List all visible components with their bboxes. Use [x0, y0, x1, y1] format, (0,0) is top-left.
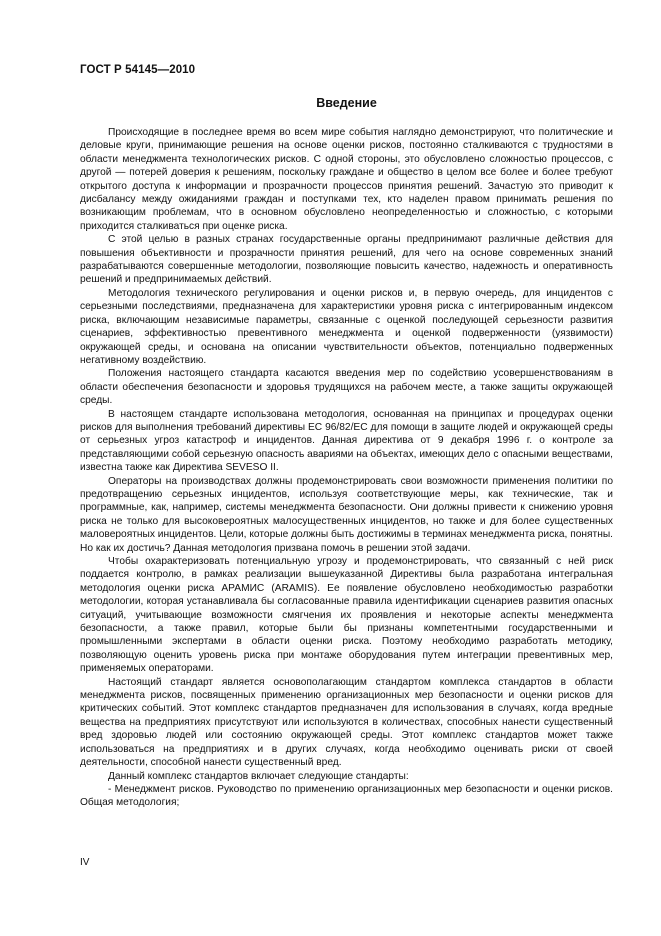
section-title: Введение [316, 96, 377, 110]
paragraph: Операторы на производствах должны продемонстрировать свои возможности применения политики по предотвращению серьезных инцидентов, используя соответствующие меры, как технические, так и программные, как, например, системы менеджмента безопасности. Они должны привести к снижению уровня риска не только для высоковероятных малосущественных инцидентов, но также и для более существенных маловероятных инцидентов. Цели, которые должны быть достижимы в терминах менеджмента риска, понятны. Но как их достичь? Данная методология призвана помочь в решении этой задачи. [80, 475, 613, 554]
paragraph: Данный комплекс стандартов включает следующие стандарты: [108, 770, 409, 782]
body-text [80, 126, 613, 810]
paragraph: С этой целью в разных странах государственные органы предпринимают различные действия для повышения объективности и прозрачности принятия решений, для чего на основе современных знаний разрабатываются совершенные методологии, позволяющие повысить качество, надежность и оперативность решений и предпринимаемых действий. [80, 234, 613, 286]
paragraph: Настоящий стандарт является основополагающим стандартом комплекса стандартов в области менеджмента рисков, посвященных применению организационных мер безопасности и оценки рисков для критических событий. Этот комплекс стандартов предназначен для использования в случаях, когда вредные вещества на предприятиях присутствуют или используются в количествах, способных нанести существенный вред здоровью людей или состоянию окружающей среды. Этот комплекс стандартов может также использоваться на предприятиях и в других случаях, когда необходимо оценивать риски от своей деятельности, способной нанести существенный вред. [80, 676, 613, 769]
paragraph: Происходящие в последнее время во всем мире события наглядно демонстрируют, что политические и деловые круги, принимающие решения на основе оценки рисков, постоянно сталкиваются с трудностями в области менеджмента технологических рисков. С одной стороны, это обусловлено сложностью процессов, с другой — потерей доверия к решениям, поскольку граждане и общество в целом все более и более требуют открытого доступа к информации и прозрачности процессов принятия решений. Зачастую это приводит к дисбалансу между ожиданиями граждан и поступками тех, кто наделен правом принимать решения по возникающим проблемам, что в основном обусловлено неопределенностью и сложностью, с которыми приходится сталкиваться при оценке риска. [80, 127, 613, 232]
list-item: - Менеджмент рисков. Руководство по применению организационных мер безопасности и оценки рисков. Общая методология; [80, 783, 613, 809]
paragraph: Методология технического регулирования и оценки рисков и, в первую очередь, для инцидентов с серьезными последствиями, предназначена для характеристики уровня риска с интегрированным индексом риска, включающим независимые параметры, связанные с оценкой последующей серьезности развития сценариев, эффективностью превентивного менеджмента и оценкой подверженности (уязвимости) окружающей среды, и основана на описании чувствительности объектов, потенциально подверженных негативному воздействию. [80, 287, 613, 366]
paragraph: В настоящем стандарте использована методология, основанная на принципах и процедурах оценки рисков для выполнения требований директивы ЕС 96/82/ЕС для помощи в защите людей и окружающей среды от серьезных угроз катастроф и инцидентов. Данная директива от 9 декабря 1996 г. о контроле за представляющими собой серьезную опасность авариями на объектах, имеющих дело с опасными веществами, известна также как Директива SEVESO II. [80, 408, 613, 474]
page-number: IV [80, 857, 90, 868]
paragraph: Положения настоящего стандарта касаются введения мер по содействию усовершенствованиям в области обеспечения безопасности и здоровья трудящихся на рабочем месте, а также защиты окружающей среды. [80, 368, 613, 407]
document-code: ГОСТ Р 54145—2010 [80, 64, 196, 76]
paragraph: Чтобы охарактеризовать потенциальную угрозу и продемонстрировать, что связанный с ней риск поддается контролю, в рамках реализации вышеуказанной Директивы была разработана интегральная методология оценки риска АРАМИС (ARAMIS). Ее появление обусловлено необходимостью разработки методологии, которая устанавливала бы согласованные правила идентификации сценариев развития опасных ситуаций, учитывающие возможности смягчения их проявления и некоторые аспекты менеджмента безопасности, а также правил, которые были бы признаны компетентными государственными и промышленными экспертами в области оценки риска. Поэтому необходимо разработать методику, позволяющую оценить уровень риска при монтаже оборудования путем интеграции превентивных мер, применяемых операторами. [80, 556, 613, 675]
